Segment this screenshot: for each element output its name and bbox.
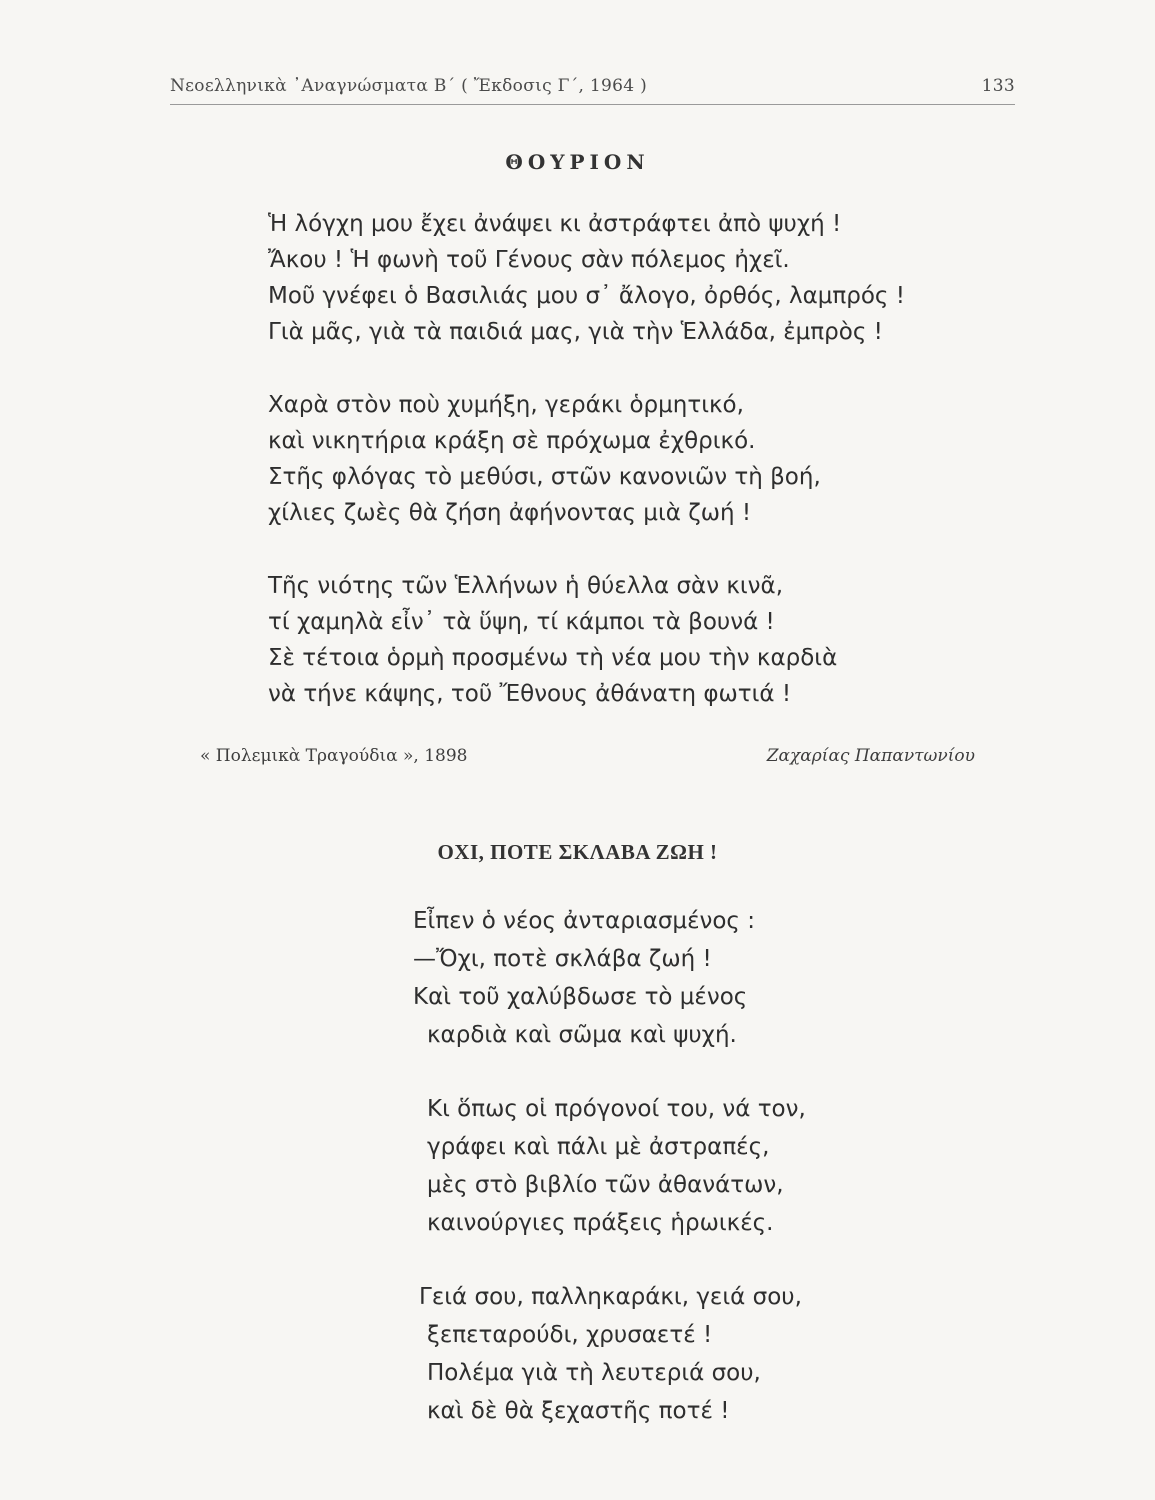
poem1-author: Ζαχαρίας Παπαντωνίου — [766, 746, 975, 766]
poem-line: τί χαμηλὰ εἶν᾿ τὰ ὕψη, τί κάμποι τὰ βουνά ! — [268, 609, 775, 635]
poem1-body — [268, 206, 905, 749]
poem-line: Τῆς νιότης τῶν Ἑλλήνων ἡ θύελλα σὰν κινᾶ, — [268, 573, 784, 599]
poem1-source: « Πολεμικὰ Τραγούδια », 1898 — [200, 746, 468, 766]
poem-line: καρδιὰ καὶ σῶμα καὶ ψυχή. — [427, 1022, 737, 1048]
poem-line: μὲς στὸ βιβλίο τῶν ἀθανάτων, — [427, 1172, 784, 1198]
poem-line: Καὶ τοῦ χαλύβδωσε τὸ μένος — [413, 984, 748, 1010]
poem-line: γράφει καὶ πάλι μὲ ἀστραπές, — [427, 1134, 770, 1160]
poem-line: Μοῦ γνέφει ὁ Βασιλιάς μου σ᾿ ἄλογο, ὀρθός, λαμπρός ! — [268, 283, 905, 309]
poem-line: Στῆς φλόγας τὸ μεθύσι, στῶν κανονιῶν τὴ βοή, — [268, 464, 821, 490]
poem1-title: ΘΟΥΡΙΟΝ — [505, 150, 650, 174]
poem2-body — [413, 902, 806, 1466]
poem1-stanza-2 — [268, 387, 905, 531]
poem-line: Ἡ λόγχη μου ἔχει ἀνάψει κι ἀστράφτει ἀπὸ ψυχή ! — [268, 211, 842, 237]
poem-line: Κι ὅπως οἱ πρόγονοί του, νά τον, — [427, 1096, 806, 1122]
poem-line: Εἶπεν ὁ νέος ἀνταριασμένος : — [413, 908, 755, 934]
poem2-stanza-3 — [413, 1278, 806, 1430]
poem-line: Γειά σου, παλληκαράκι, γειά σου, — [419, 1284, 802, 1310]
poem2-stanza-2 — [413, 1090, 806, 1242]
poem-line: —Ὄχι, ποτὲ σκλάβα ζωή ! — [413, 946, 712, 972]
poem-line: Γιὰ μᾶς, γιὰ τὰ παιδιά μας, γιὰ τὴν Ἑλλάδα, ἐμπρὸς ! — [268, 319, 883, 345]
poem-line: Πολέμα γιὰ τὴ λευτεριά σου, — [427, 1360, 761, 1386]
poem-line: Σὲ τέτοια ὁρμὴ προσμένω τὴ νέα μου τὴν καρδιὰ — [268, 645, 838, 671]
poem2-title: ΟΧΙ, ΠΟΤΕ ΣΚΛΑΒΑ ΖΩΗ ! — [437, 840, 718, 864]
poem2-stanza-1 — [413, 902, 806, 1054]
poem-line: καὶ νικητήρια κράξη σὲ πρόχωμα ἐχθρικό. — [268, 428, 756, 454]
poem-line: Χαρὰ στὸν ποὺ χυμήξη, γεράκι ὁρμητικό, — [268, 392, 744, 418]
poem1-stanza-1 — [268, 206, 905, 350]
poem-line: καινούργιες πράξεις ἡρωικές. — [427, 1210, 774, 1236]
poem1-stanza-3 — [268, 568, 905, 712]
header-rule — [170, 104, 1015, 105]
poem-line: καὶ δὲ θὰ ξεχαστῆς ποτέ ! — [427, 1398, 730, 1424]
running-title: Νεοελληνικὰ ᾿Αναγνώσματα Β΄ ( Ἔκδοσις Γ΄, 1964 ) — [170, 76, 648, 96]
poem-line: Ἄκου ! Ἡ φωνὴ τοῦ Γένους σὰν πόλεμος ἠχεῖ. — [268, 247, 790, 273]
poem-line: χίλιες ζωὲς θὰ ζήση ἀφήνοντας μιὰ ζωή ! — [268, 500, 752, 526]
poem-line: νὰ τήνε κάψης, τοῦ Ἔθνους ἀθάνατη φωτιά ! — [268, 681, 792, 707]
page-number: 133 — [981, 76, 1015, 96]
poem-line: ξεπεταρούδι, χρυσαετέ ! — [427, 1322, 713, 1348]
running-header — [170, 76, 1015, 96]
